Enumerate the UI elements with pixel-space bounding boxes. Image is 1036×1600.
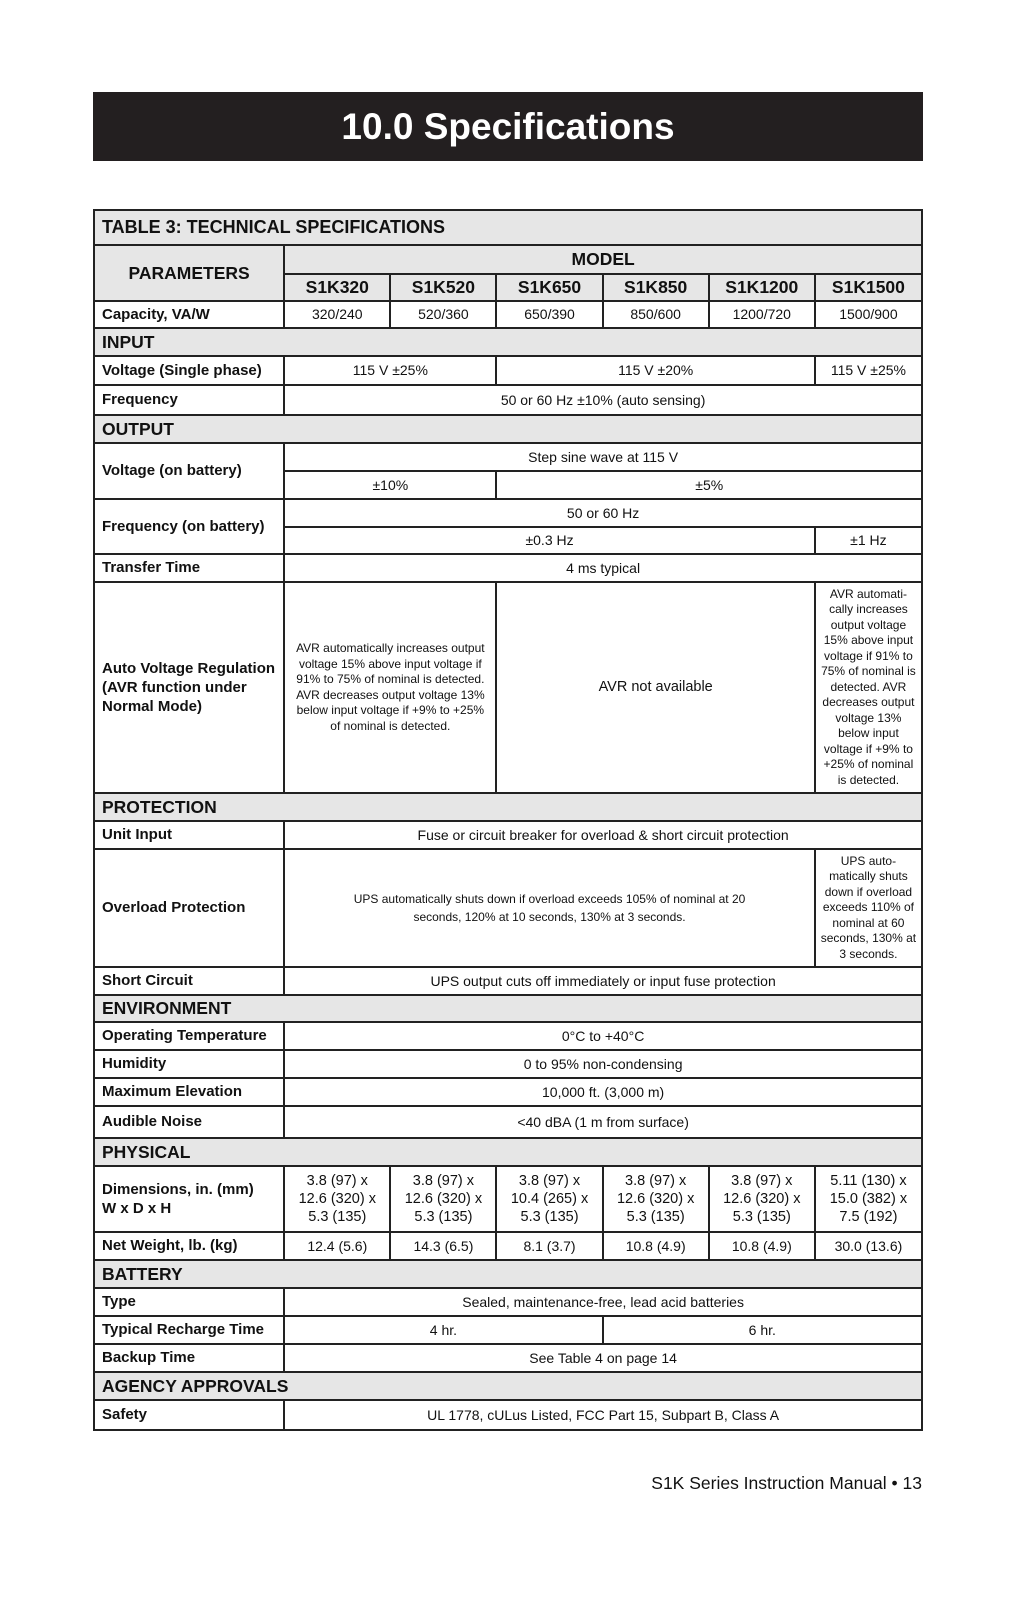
spec-value: 50 or 60 Hz ±10% (auto sensing) — [284, 385, 922, 415]
spec-value: ±1 Hz — [815, 527, 922, 554]
model-name: S1K850 — [603, 274, 709, 301]
spec-value: 0 to 95% non-condensing — [284, 1050, 922, 1078]
section-header: PHYSICAL — [94, 1138, 922, 1166]
param-label: Type — [94, 1288, 284, 1316]
weight-value: 12.4 (5.6) — [284, 1232, 390, 1260]
param-label: Frequency (on battery) — [94, 499, 284, 554]
section-header: ENVIRONMENT — [94, 995, 922, 1022]
spec-value: 115 V ±25% — [815, 356, 922, 385]
param-label: Humidity — [94, 1050, 284, 1078]
spec-value: AVR automatically increases output voltage 15% above input voltage if 91% to 75% of nominal is detected. AVR decreases output voltage 13% below input voltage if +9% to +25% of nominal is detected. — [284, 582, 496, 793]
capacity-value: 650/390 — [496, 301, 602, 328]
param-label: Backup Time — [94, 1344, 284, 1372]
weight-value: 8.1 (3.7) — [496, 1232, 602, 1260]
spec-value: 4 hr. — [284, 1316, 602, 1344]
param-label-line: W x D x H — [102, 1200, 172, 1217]
parameters-header: PARAMETERS — [94, 245, 284, 301]
weight-value: 30.0 (13.6) — [815, 1232, 922, 1260]
param-label-avr — [94, 582, 284, 793]
weight-value: 10.8 (4.9) — [603, 1232, 709, 1260]
dimension-value: 5.11 (130) x 15.0 (382) x 7.5 (192) — [815, 1166, 922, 1232]
table-title: TABLE 3: TECHNICAL SPECIFICATIONS — [94, 210, 922, 245]
technical-specifications-table — [93, 209, 923, 1431]
param-label: Capacity, VA/W — [94, 301, 284, 328]
spec-value: UPS output cuts off immediately or input fuse protection — [284, 967, 922, 995]
dimension-value: 3.8 (97) x 12.6 (320) x 5.3 (135) — [390, 1166, 496, 1232]
param-label: Overload Protection — [94, 849, 284, 967]
param-label-line: Auto Voltage Regulation — [102, 660, 276, 677]
spec-value: 10,000 ft. (3,000 m) — [284, 1078, 922, 1106]
param-label: Transfer Time — [94, 554, 284, 582]
spec-value: 0°C to +40°C — [284, 1022, 922, 1050]
model-name: S1K1200 — [709, 274, 815, 301]
spec-value: Step sine wave at 115 V — [284, 443, 922, 471]
capacity-value: 1200/720 — [709, 301, 815, 328]
capacity-value: 850/600 — [603, 301, 709, 328]
param-label-line: Normal Mode) — [102, 698, 203, 715]
spec-value: UPS automatically shuts down if overload exceeds 105% of nominal at 20 seconds, 120% at 10 seconds, 130% at 3 seconds. — [284, 849, 815, 967]
model-name: S1K650 — [496, 274, 602, 301]
param-label: Short Circuit — [94, 967, 284, 995]
section-header: PROTECTION — [94, 793, 922, 821]
param-label-dimensions — [94, 1166, 284, 1232]
param-label: Operating Temperature — [94, 1022, 284, 1050]
dimension-value: 3.8 (97) x 12.6 (320) x 5.3 (135) — [284, 1166, 390, 1232]
section-header: AGENCY APPROVALS — [94, 1372, 922, 1400]
param-label: Typical Recharge Time — [94, 1316, 284, 1344]
spec-value: ±5% — [496, 471, 922, 499]
weight-value: 10.8 (4.9) — [709, 1232, 815, 1260]
page-title: 10.0 Specifications — [341, 105, 675, 147]
capacity-value: 520/360 — [390, 301, 496, 328]
spec-value: ±10% — [284, 471, 496, 499]
capacity-value: 1500/900 — [815, 301, 922, 328]
weight-value: 14.3 (6.5) — [390, 1232, 496, 1260]
param-label: Net Weight, lb. (kg) — [94, 1232, 284, 1260]
param-label: Voltage (on battery) — [94, 443, 284, 499]
spec-value: 50 or 60 Hz — [284, 499, 922, 527]
spec-value: 6 hr. — [603, 1316, 922, 1344]
param-label: Audible Noise — [94, 1106, 284, 1138]
spec-value: ±0.3 Hz — [284, 527, 815, 554]
param-label: Voltage (Single phase) — [94, 356, 284, 385]
param-label-line: (AVR function under — [102, 679, 247, 696]
dimension-value: 3.8 (97) x 12.6 (320) x 5.3 (135) — [709, 1166, 815, 1232]
spec-value: UL 1778, cULus Listed, FCC Part 15, Subpart B, Class A — [284, 1400, 922, 1430]
spec-value: <40 dBA (1 m from surface) — [284, 1106, 922, 1138]
model-name: S1K520 — [390, 274, 496, 301]
param-label: Frequency — [94, 385, 284, 415]
spec-value: Sealed, maintenance-free, lead acid batteries — [284, 1288, 922, 1316]
param-label: Maximum Elevation — [94, 1078, 284, 1106]
section-header: OUTPUT — [94, 415, 922, 443]
page-footer: S1K Series Instruction Manual • 13 — [651, 1473, 922, 1493]
model-header: MODEL — [284, 245, 922, 274]
spec-value: See Table 4 on page 14 — [284, 1344, 922, 1372]
model-name: S1K320 — [284, 274, 390, 301]
section-header: INPUT — [94, 328, 922, 356]
param-label-line: Dimensions, in. (mm) — [102, 1181, 254, 1198]
spec-value: Fuse or circuit breaker for overload & short circuit protection — [284, 821, 922, 849]
spec-value: 115 V ±25% — [284, 356, 496, 385]
spec-value: 4 ms typical — [284, 554, 922, 582]
dimension-value: 3.8 (97) x 10.4 (265) x 5.3 (135) — [496, 1166, 602, 1232]
capacity-value: 320/240 — [284, 301, 390, 328]
page-banner — [93, 92, 923, 161]
spec-value: UPS auto-matically shuts down if overload exceeds 110% of nominal at 60 seconds, 130% at 3 seconds. — [815, 849, 922, 967]
spec-value: 115 V ±20% — [496, 356, 814, 385]
model-name: S1K1500 — [815, 274, 922, 301]
spec-value: AVR not available — [496, 582, 814, 793]
param-label: Safety — [94, 1400, 284, 1430]
dimension-value: 3.8 (97) x 12.6 (320) x 5.3 (135) — [603, 1166, 709, 1232]
spec-value: AVR automati-cally increases output voltage 15% above input voltage if 91% to 75% of nominal is detected. AVR decreases output voltage 13% below input voltage if +9% to +25% of nominal is detected. — [815, 582, 922, 793]
param-label: Unit Input — [94, 821, 284, 849]
section-header: BATTERY — [94, 1260, 922, 1288]
